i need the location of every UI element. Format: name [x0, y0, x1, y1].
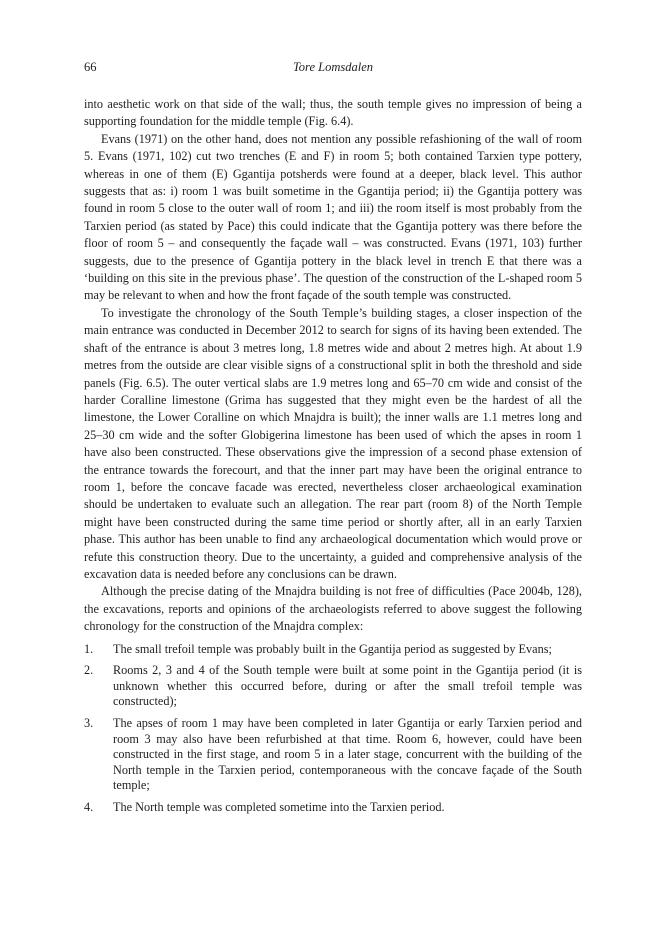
- paragraph-entrance-inspection: To investigate the chronology of the South Temple’s building stages, a closer inspection of the main entrance was conducted in December 2012 to search for signs of its having been extended. The shaft of the entrance is about 3 metres long, 1.8 metres wide and about 2 metres high. At about 1.9 metres from the outside are clear visible signs of a constructional split in both the threshold and side panels (Fig. 6.5). The outer vertical slabs are 1.9 metres long and 65–70 cm wide and consist of the harder Coralline limestone (Grima has suggested that they might even be the hardest of all the limestone, the Lower Coralline on which Mnajdra is built); the inner walls are 1.1 metres long and 25–30 cm wide and the softer Globigerina limestone has been used of which the apses in room 1 have also been constructed. These observations give the impression of a second phase extension of the entrance towards the forecourt, and that the inner part may have been the original entrance to room 1, before the concave facade was erected, nevertheless closer archaeological examination should be undertaken to evaluate such an allegation. The rear part (room 8) of the North Temple might have been constructed during the same time period or shortly after, all in an early Tarxien phase. This author has been unable to find any archaeological documentation which would prove or refute this construction theory. Due to the uncertainty, a guided and comprehensive analysis of the excavation data is needed before any conclusions can be drawn.: [84, 305, 582, 581]
- list-item-number: 2.: [84, 663, 94, 678]
- paragraph-continuation: into aesthetic work on that side of the wall; thus, the south temple gives no impression of being a supporting foundation for the middle temple (Fig. 6.4).: [84, 97, 582, 129]
- list-item-text: The North temple was completed sometime into the Tarxien period.: [113, 799, 445, 814]
- paragraph-chronology-intro: Although the precise dating of the Mnajdra building is not free of difficulties (Pace 2004b, 128), the excavations, reports and opinions of the archaeologists referred to above suggest the following chronology for the construction of the Mnajdra complex:: [84, 584, 582, 634]
- chronology-list: [84, 642, 582, 816]
- list-item: [84, 716, 582, 794]
- list-item-number: 4.: [84, 799, 94, 814]
- page-header: [84, 60, 582, 78]
- list-item: [84, 800, 582, 816]
- list-item-text: Rooms 2, 3 and 4 of the South temple were built at some point in the Ggantija period (it is unknown whether this occurred before, during or after the small trefoil temple was constructed);: [113, 663, 582, 709]
- list-item-text: The apses of room 1 may have been completed in later Ggantija or early Tarxien period and room 3 may also have been refurbished at that time. Room 6, however, could have been constructed in the first stage, and room 5 in a later stage, concurrent with the building of the North temple in the Tarxien period, contemporaneous with the concave façade of the South temple;: [113, 715, 582, 793]
- list-item-number: 3.: [84, 715, 94, 730]
- list-item-text: The small trefoil temple was probably built in the Ggantija period as suggested by Evans;: [113, 641, 552, 656]
- running-head-author: Tore Lomsdalen: [293, 60, 373, 74]
- list-item: [84, 642, 582, 658]
- page-number: 66: [84, 60, 97, 74]
- body-text: [84, 96, 582, 822]
- list-item-number: 1.: [84, 641, 94, 656]
- paragraph-evans: Evans (1971) on the other hand, does not mention any possible refashioning of the wall of room 5. Evans (1971, 102) cut two trenches (E and F) in room 5; both contained Tarxien type pottery, whereas in one of them (E) Ggantija potsherds were found at a deeper, black level. This author suggests that as: i) room 1 was built sometime in the Ggantija period; ii) the Ggantija pottery was found in room 5 close to the outer wall of room 1; and iii) the room itself is most probably from the Tarxien period (as stated by Pace) this could indicate that the Ggantija pottery was there before the floor of room 5 – and consequently the façade wall – was constructed. Evans (1971, 103) further suggests, due to the presence of Ggantija pottery in the black level in trench E that there was a ‘building on this site in the previous phase’. The question of the construction of the L-shaped room 5 may be relevant to when and how the front façade of the south temple was constructed.: [84, 131, 582, 303]
- list-item: [84, 663, 582, 710]
